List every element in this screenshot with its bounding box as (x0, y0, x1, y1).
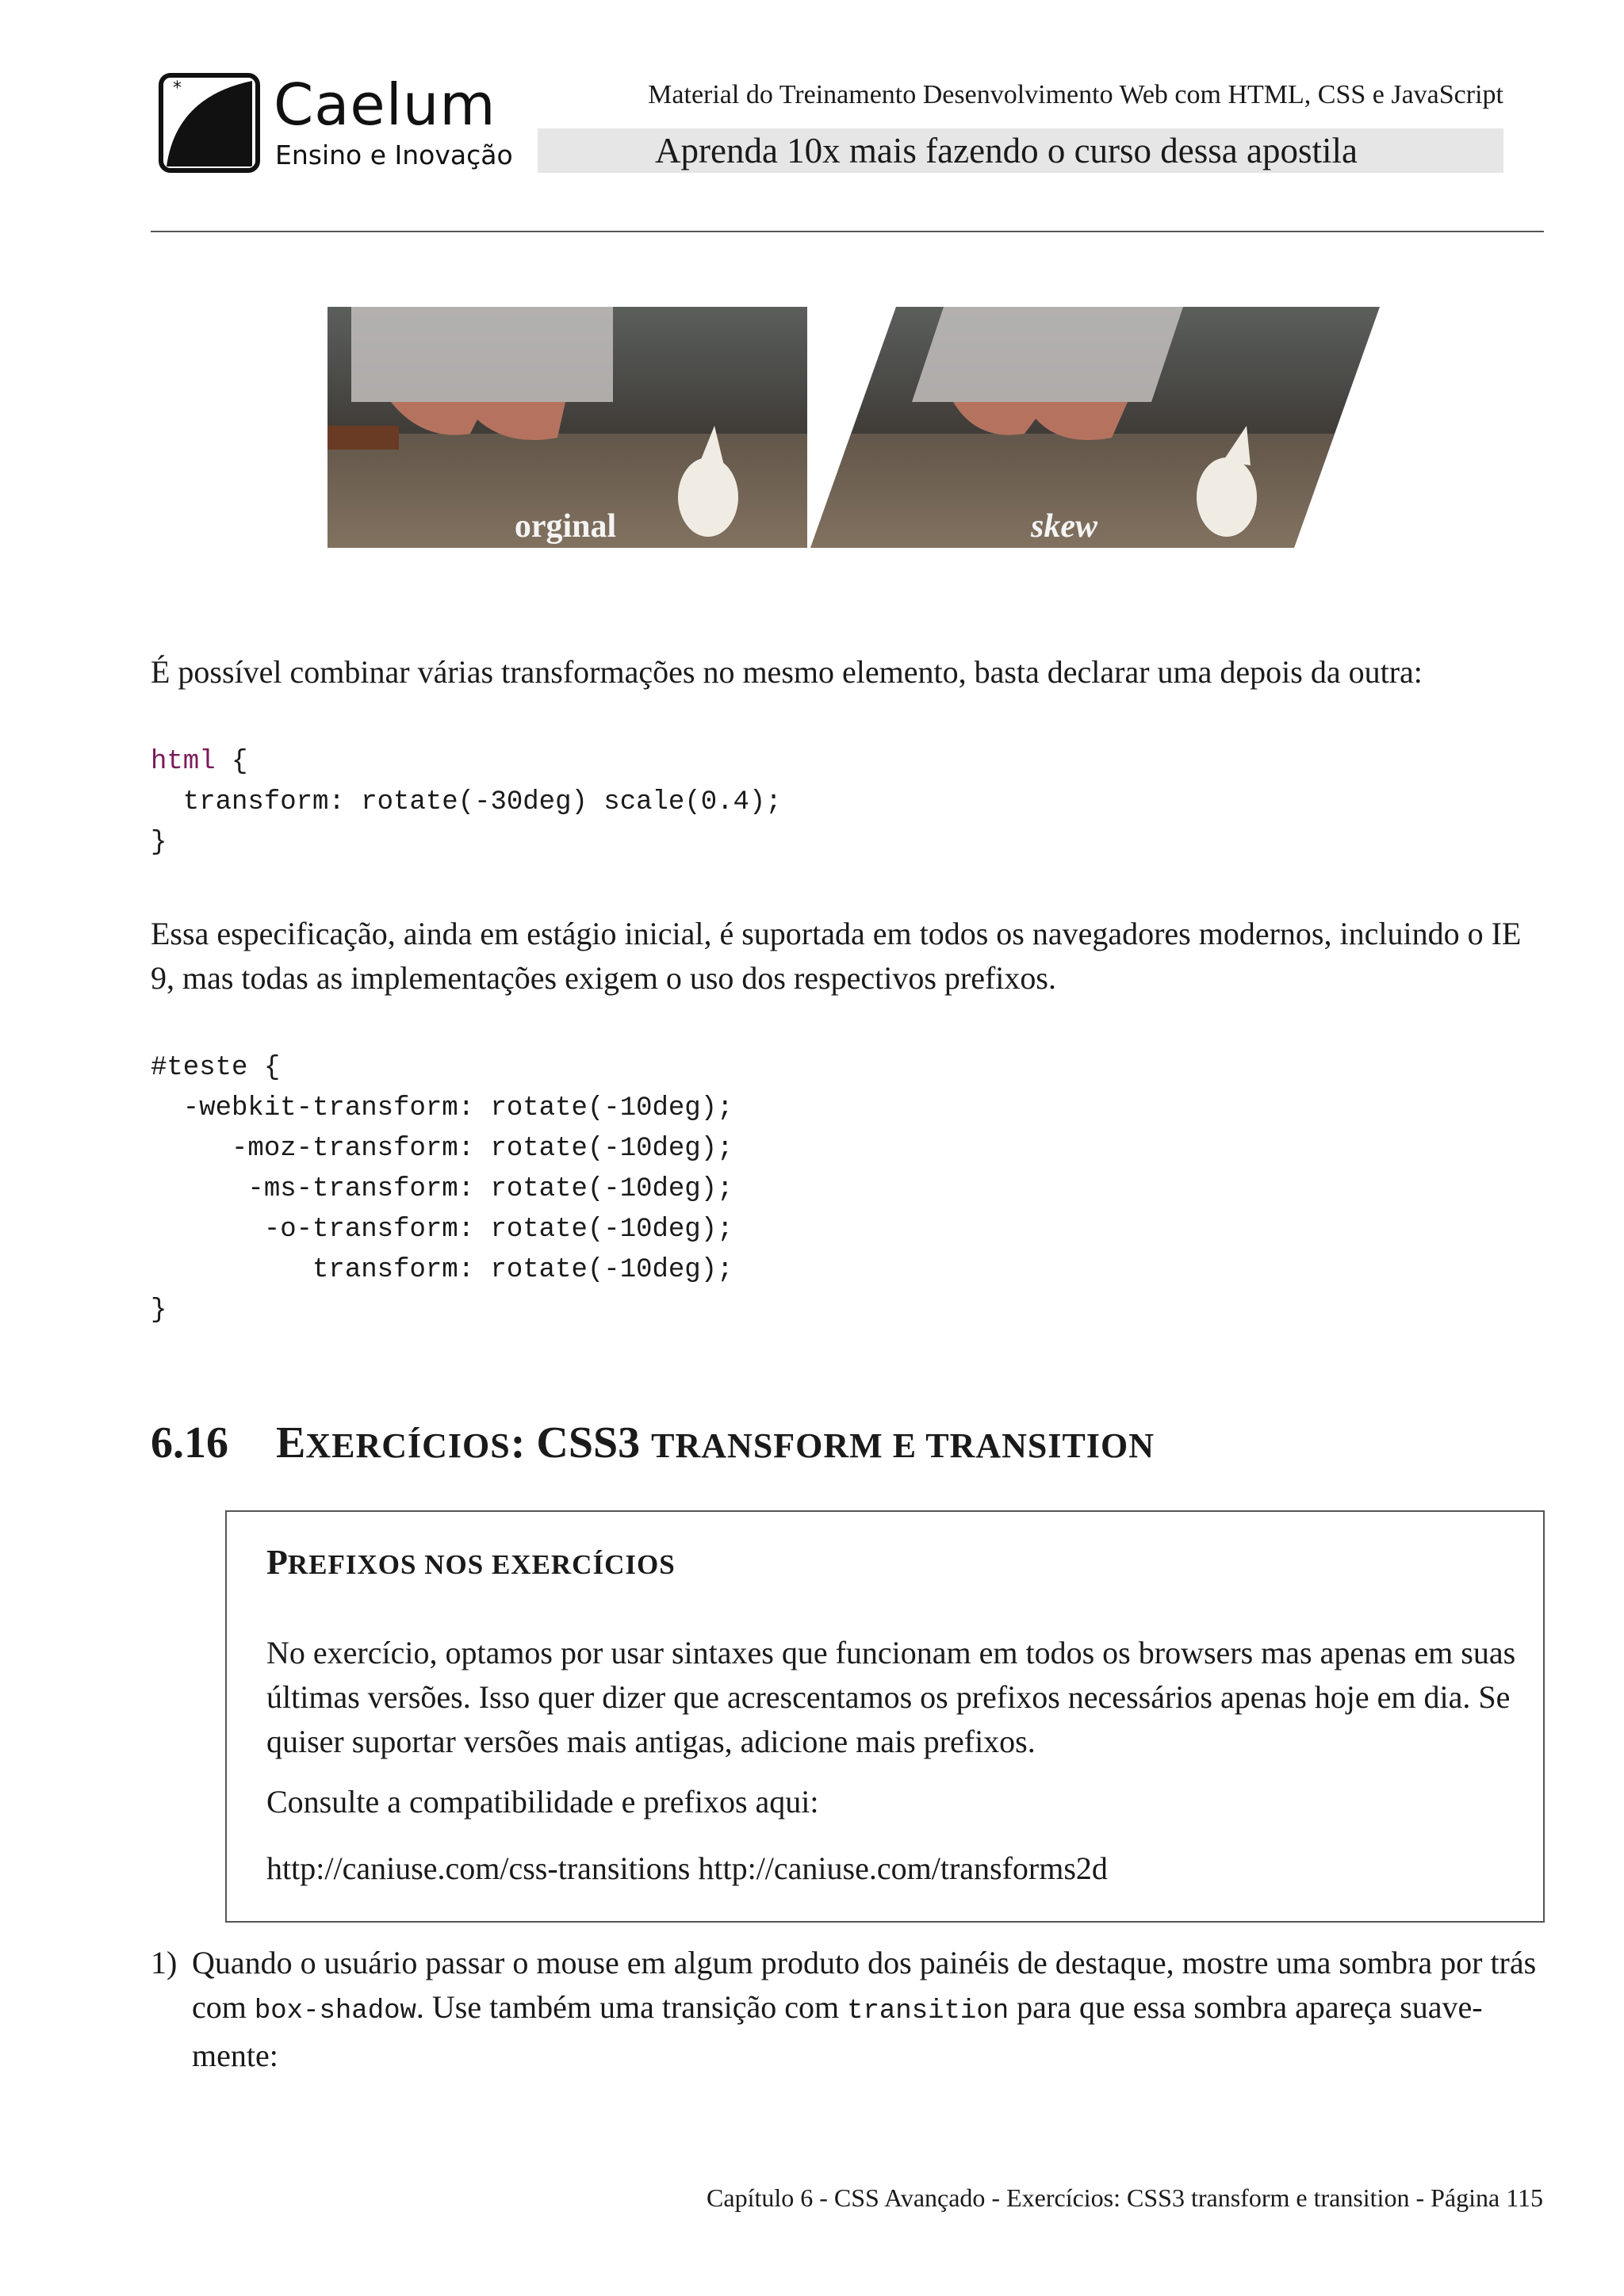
logo-name: Caelum (274, 71, 496, 138)
section-title-rest: XERCÍCIOS (305, 1426, 511, 1465)
note-box (225, 1510, 1545, 1923)
section-title-cap: E (276, 1418, 306, 1468)
note-links: http://caniuse.com/css-transitions http://caniuse.com/transforms2d (266, 1850, 1108, 1886)
code-selector: html (151, 747, 216, 777)
header-divider (151, 231, 1544, 232)
code-open-brace: { (215, 747, 248, 777)
inline-code-transition: transition (847, 1996, 1009, 2026)
section-title-mid: : CSS3 (510, 1418, 652, 1468)
caelum-logo-icon (159, 73, 260, 173)
code-block-prefixes: #teste { -webkit-transform: rotate(-10deg); -moz-transform: rotate(-10deg); -ms-transform: rotate(-10deg); -o-transform: rotate(-10deg); transform: rotate(-10deg); } (151, 1053, 733, 1326)
page-footer: Capítulo 6 - CSS Avançado - Exercícios: CSS3 transform e transition - Página 115 (707, 2183, 1543, 2212)
section-heading (151, 1415, 1155, 1474)
label-original: orginal (514, 508, 617, 545)
paragraph-combine-transforms: É possível combinar várias transformações no mesmo elemento, basta declarar uma depois da outra: (151, 654, 1423, 690)
logo-tagline: Ensino e Inovação (275, 140, 513, 170)
code-block-combined (151, 742, 782, 863)
note-paragraph-2: Consulte a compatibilidade e prefixos aqui: (266, 1784, 819, 1820)
list-item-text-a: Quando o usuário passar o mouse em algum produto dos painéis de destaque, mostre uma sombra por trás com (192, 1945, 1537, 2025)
code-close-brace: } (151, 828, 167, 858)
svg-text:*: * (173, 78, 182, 98)
section-number: 6.16 (151, 1418, 228, 1468)
header-banner (538, 128, 1503, 173)
section-title-small: TRANSFORM E TRANSITION (651, 1426, 1155, 1465)
photo-original (327, 307, 807, 548)
header-banner-text: Aprenda 10x mais fazendo o curso dessa apostila (655, 131, 1358, 170)
note-title-rest: REFIXOS NOS EXERCÍCIOS (287, 1549, 676, 1580)
code-line: transform: rotate(-30deg) scale(0.4); (151, 787, 782, 817)
list-item-text (192, 1941, 1546, 2078)
photo-skew (810, 307, 1380, 548)
note-paragraph-1: No exercício, optamos por usar sintaxes que funcionam em todos os browsers mas apenas em suas últimas versões. Isso quer dizer que acrescentamos os prefixos necessários apenas hoje em dia. Se quiser suportar versões mais antigas, adicione mais prefixos. (266, 1635, 1516, 1759)
list-item-text-b: . Use também uma transição com (416, 1989, 848, 2025)
note-box-title (266, 1542, 676, 1582)
paragraph-prefixes: Essa especificação, ainda em estágio inicial, é suportada em todos os navegadores modernos, incluindo o IE 9, mas todas as implementações exigem o uso dos respectivos prefixos. (151, 916, 1522, 996)
label-skew: skew (1031, 508, 1097, 545)
list-item-number: 1) (151, 1945, 178, 1980)
inline-code-box-shadow: box-shadow (254, 1996, 416, 2026)
header-course-title: Material do Treinamento Desenvolvimento Web com HTML, CSS e JavaScript (648, 80, 1503, 109)
note-title-cap: P (266, 1543, 288, 1582)
list-item-text-c: para que essa sombra apareça suave-mente: (192, 1989, 1483, 2073)
